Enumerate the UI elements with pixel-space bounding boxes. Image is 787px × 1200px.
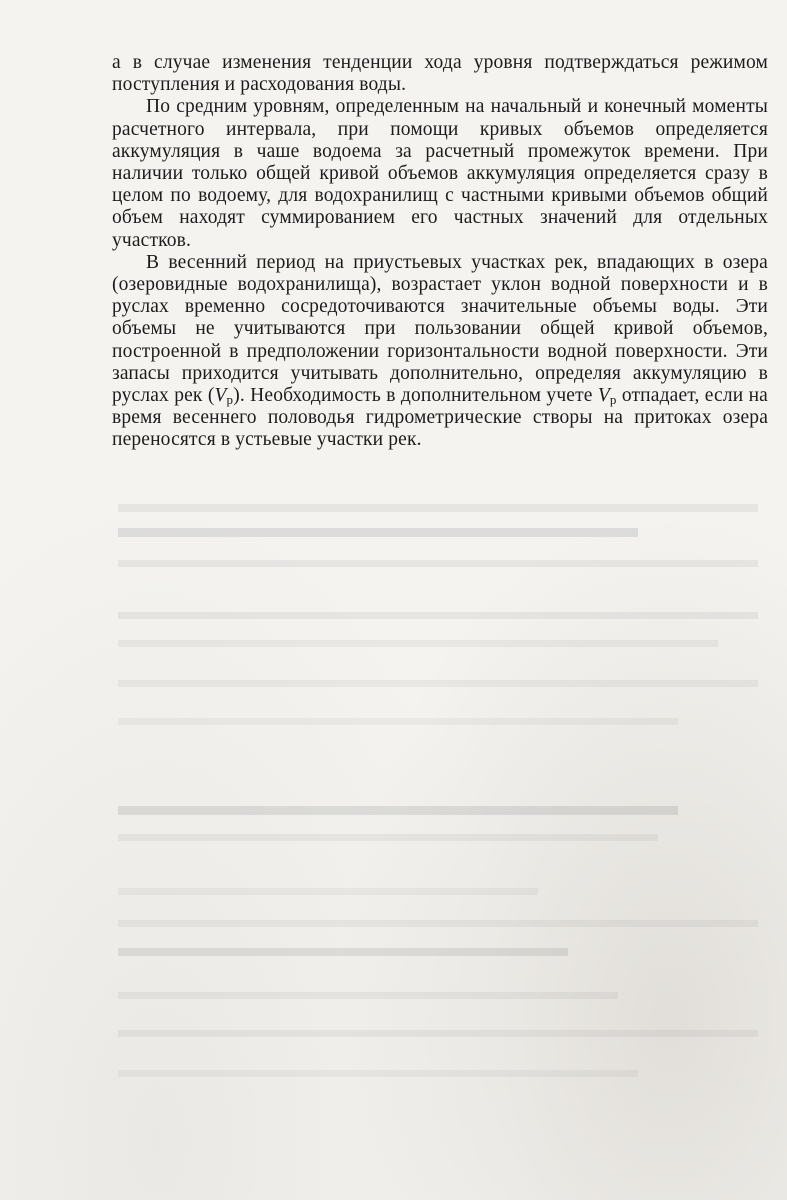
text-run: а в случае изменения тенденции хода уровня подтверждаться режимом поступления и расходования воды. xyxy=(112,52,768,96)
show-through-line xyxy=(118,1030,758,1037)
show-through-line xyxy=(118,680,758,687)
subscript-r: р xyxy=(609,392,617,408)
show-through-line xyxy=(118,992,618,999)
show-through-line xyxy=(118,948,568,956)
show-through-line xyxy=(118,504,758,512)
text-run: В весенний период на приустьевых участках рек, впадающих в озера (озеровидные водохранилища), возрастает уклон водной поверхности и в руслах временно сосредоточиваются значительные объемы воды. Эти объемы не учитываются при пользовании общей кривой объемов, построенной в предположении горизонтальности водной поверхности. Эти запасы приходится учитывать дополнительно, определяя аккумуляцию в руслах рек ( xyxy=(112,251,768,407)
body-text xyxy=(112,52,768,452)
show-through-line xyxy=(118,718,678,725)
subscript-r: р xyxy=(226,392,234,408)
show-through-line xyxy=(118,834,658,841)
paragraph-1 xyxy=(112,52,768,96)
show-through-line xyxy=(118,920,758,927)
variable-v: V xyxy=(214,385,227,407)
show-through-line xyxy=(118,640,718,647)
text-run: ). Необходимость в дополнительном учете xyxy=(233,385,598,407)
show-through-line xyxy=(118,1070,638,1077)
text-run: отпадает, если на время весеннего половодья гидрометрические створы на притоках озера переносятся в устьевые участки рек. xyxy=(112,385,768,451)
show-through-line xyxy=(118,612,758,619)
paragraph-3 xyxy=(112,252,768,452)
text-run: По средним уровням, определенным на начальный и конечный моменты расчетного интервала, при помощи кривых объемов определяется аккумуляция в чаше водоема за расчетный промежуток времени. При наличии только общей кривой объемов аккумуляция определяется сразу в целом по водоему, для водохранилищ с частными кривыми объемов общий объем находят суммированием его частных значений для отдельных участков. xyxy=(112,96,768,251)
show-through-line xyxy=(118,560,758,567)
paragraph-2 xyxy=(112,96,768,251)
show-through-line xyxy=(118,888,538,895)
variable-v: V xyxy=(597,385,610,407)
show-through-line xyxy=(118,806,678,815)
show-through-line xyxy=(118,528,638,537)
